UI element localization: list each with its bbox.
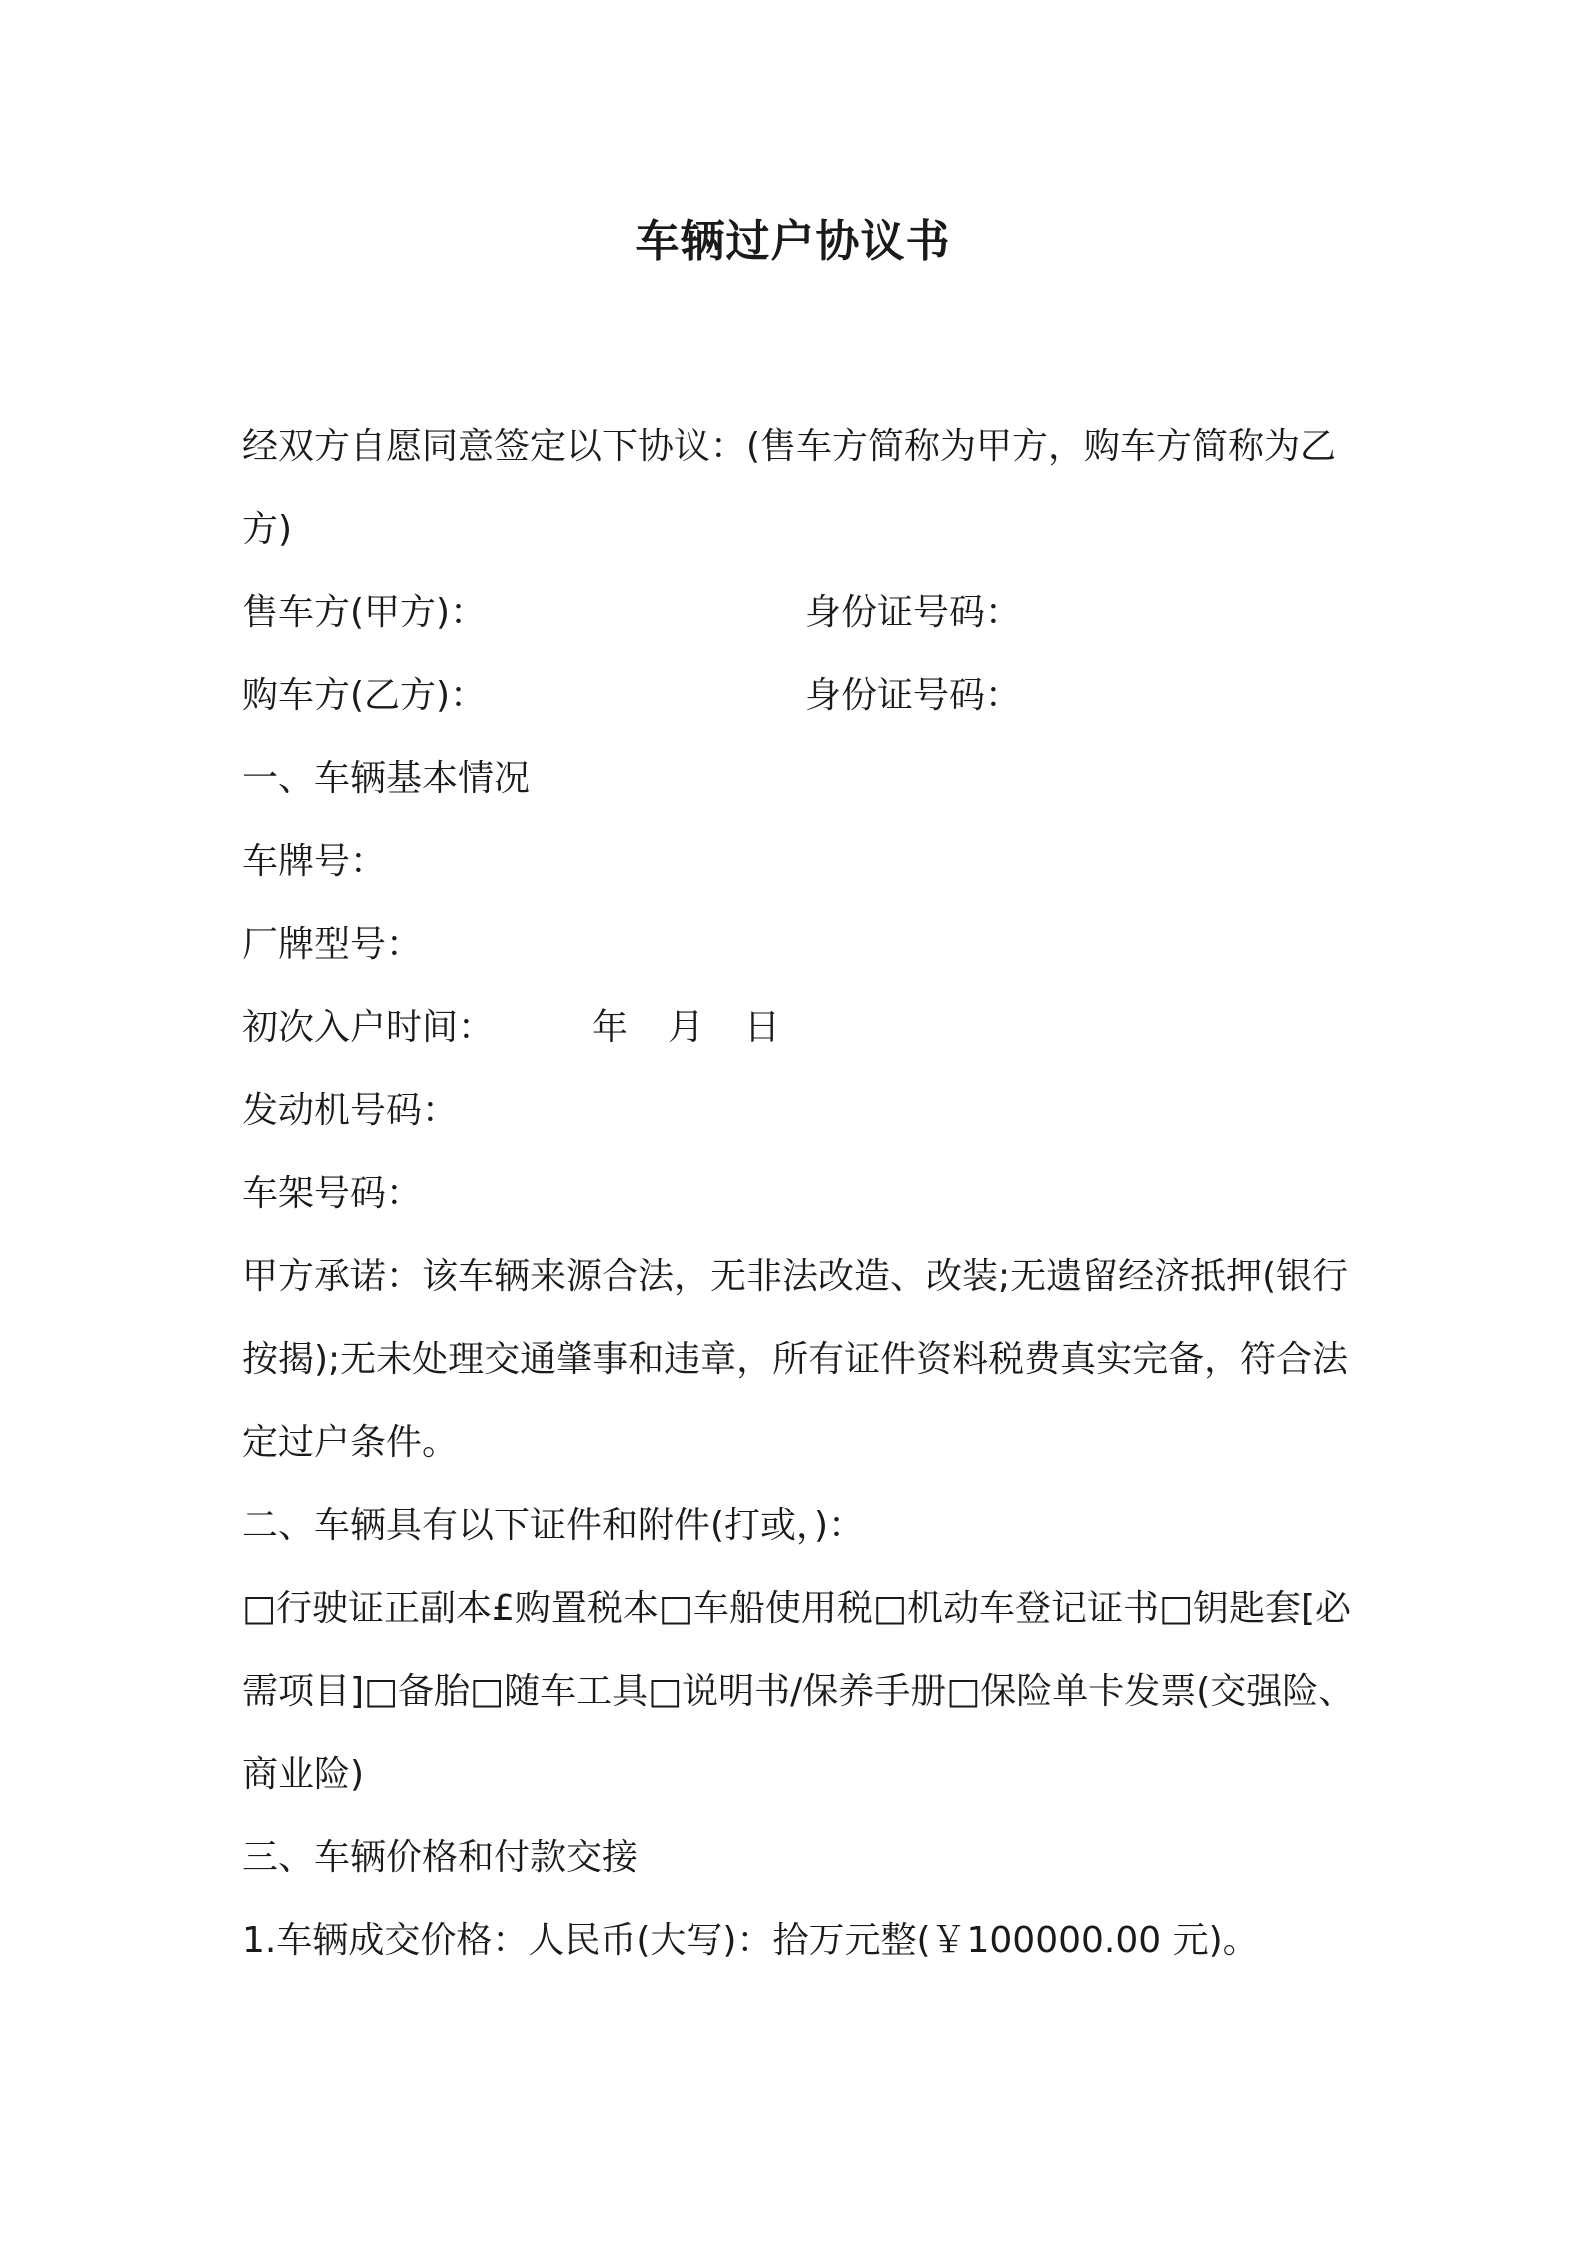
section1-heading: 一、车辆基本情况 <box>242 758 531 799</box>
document-title: 车辆过户协议书 <box>635 216 951 267</box>
seller-id-label: 身份证号码： <box>805 592 1022 633</box>
document-body <box>242 405 1362 1982</box>
buyer-id-label: 身份证号码： <box>805 675 1022 716</box>
engine-number-label: 发动机号码： <box>242 1090 459 1131</box>
year-label: 年 <box>592 1007 629 1048</box>
intro-paragraph: 经双方自愿同意签定以下协议：(售车方简称为甲方，购车方简称为乙方) <box>242 426 1337 550</box>
model-label: 厂牌型号： <box>242 924 423 965</box>
buyer-row <box>242 654 1362 737</box>
first-registration-row <box>242 986 1362 1069</box>
section3-heading: 三、车辆价格和付款交接 <box>242 1837 639 1878</box>
month-label: 月 <box>668 1007 705 1048</box>
buyer-label: 购车方(乙方)： <box>242 675 487 716</box>
vin-label: 车架号码： <box>242 1173 423 1214</box>
plate-label: 车牌号： <box>242 841 387 882</box>
seller-promise-paragraph: 甲方承诺：该车辆来源合法，无非法改造、改装;无遗留经济抵押(银行按揭);无未处理交通肇事和违章，所有证件资料税费真实完备，符合法定过户条件。 <box>242 1256 1349 1463</box>
documents-list-paragraph: □行驶证正副本£购置税本□车船使用税□机动车登记证书□钥匙套[必需项目]□备胎□随车工具□说明书/保养手册□保险单卡发票(交强险、商业险) <box>242 1588 1355 1795</box>
seller-row <box>242 571 1362 654</box>
seller-label: 售车方(甲方)： <box>242 592 487 633</box>
section2-heading: 二、车辆具有以下证件和附件(打或，)： <box>242 1505 865 1546</box>
price-line: 1.车辆成交价格：人民币(大写)：拾万元整(￥100000.00 元)。 <box>242 1920 1259 1961</box>
day-label: 日 <box>744 1007 781 1048</box>
first-registration-label: 初次入户时间： <box>242 1007 495 1048</box>
